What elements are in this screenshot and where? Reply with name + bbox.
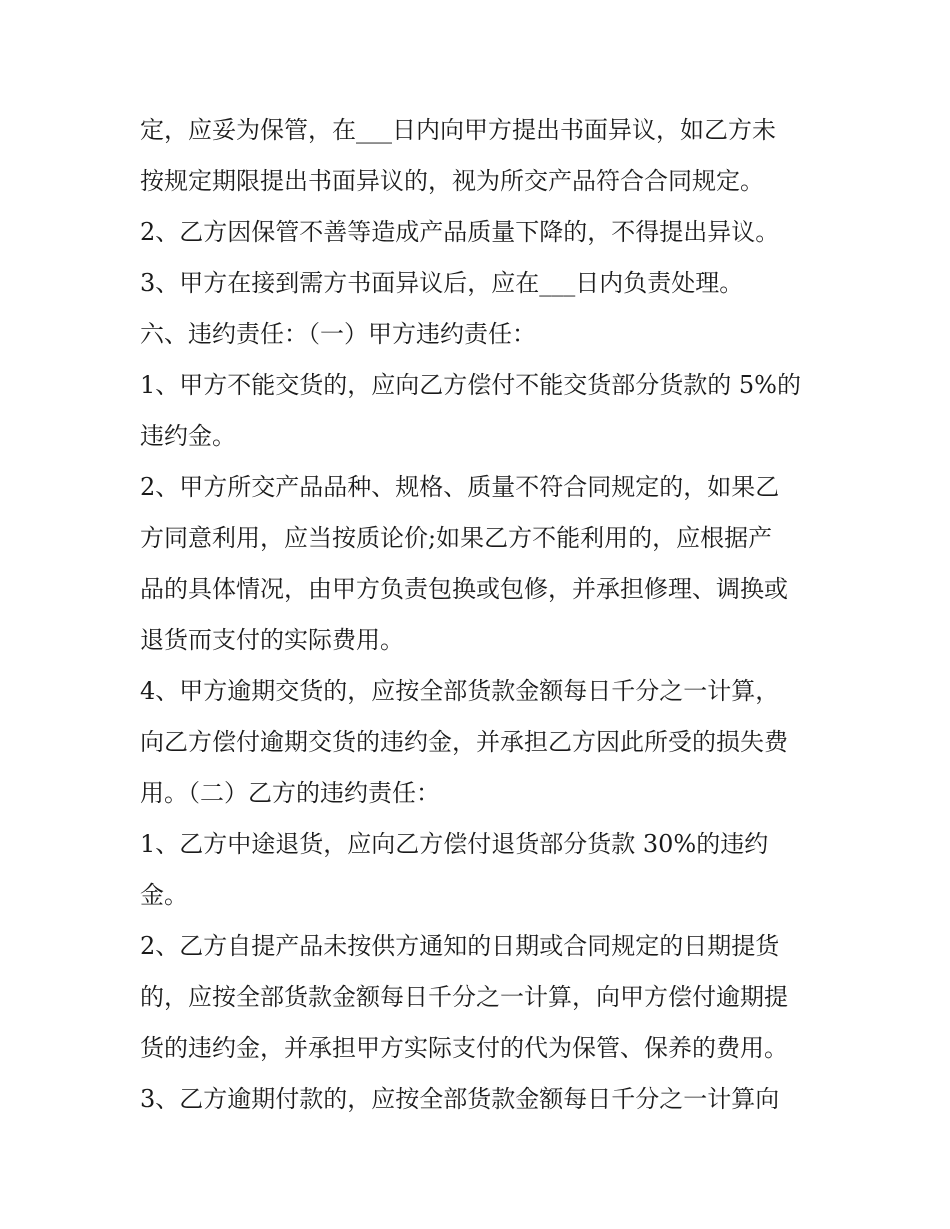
text-line: 3、甲方在接到需方书面异议后，应在___日内负责处理。 xyxy=(140,269,744,297)
text-line: 金。 xyxy=(140,881,188,909)
text-line: 方同意利用，应当按质论价;如果乙方不能利用的，应根据产 xyxy=(140,524,773,552)
text-line: 1、甲方不能交货的，应向乙方偿付不能交货部分货款的 5%的 xyxy=(140,371,801,399)
text-line: 用。（二）乙方的违约责任： xyxy=(140,779,440,807)
text-line: 按规定期限提出书面异议的，视为所交产品符合合同规定。 xyxy=(140,167,764,195)
text-line: 退货而支付的实际费用。 xyxy=(140,626,404,654)
text-line: 定，应妥为保管，在___日内向甲方提出书面异议，如乙方未 xyxy=(140,116,776,144)
text-line: 货的违约金，并承担甲方实际支付的代为保管、保养的费用。 xyxy=(140,1034,788,1062)
text-line: 4、甲方逾期交货的，应按全部货款金额每日千分之一计算， xyxy=(140,677,780,705)
text-line: 的，应按全部货款金额每日千分之一计算，向甲方偿付逾期提 xyxy=(140,983,788,1011)
text-line: 3、乙方逾期付款的，应按全部货款金额每日千分之一计算向 xyxy=(140,1085,780,1113)
text-line: 1、乙方中途退货，应向乙方偿付退货部分货款 30%的违约 xyxy=(140,830,769,858)
text-line: 向乙方偿付逾期交货的违约金，并承担乙方因此所受的损失费 xyxy=(140,728,788,756)
text-line: 2、乙方自提产品未按供方通知的日期或合同规定的日期提货 xyxy=(140,932,780,960)
text-line: 品的具体情况，由甲方负责包换或包修，并承担修理、调换或 xyxy=(140,575,788,603)
section-heading: 六、违约责任：（一）甲方违约责任： xyxy=(140,320,536,348)
text-line: 违约金。 xyxy=(140,422,236,450)
text-line: 2、甲方所交产品品种、规格、质量不符合同规定的，如果乙 xyxy=(140,473,780,501)
text-line: 2、乙方因保管不善等造成产品质量下降的，不得提出异议。 xyxy=(140,218,780,246)
